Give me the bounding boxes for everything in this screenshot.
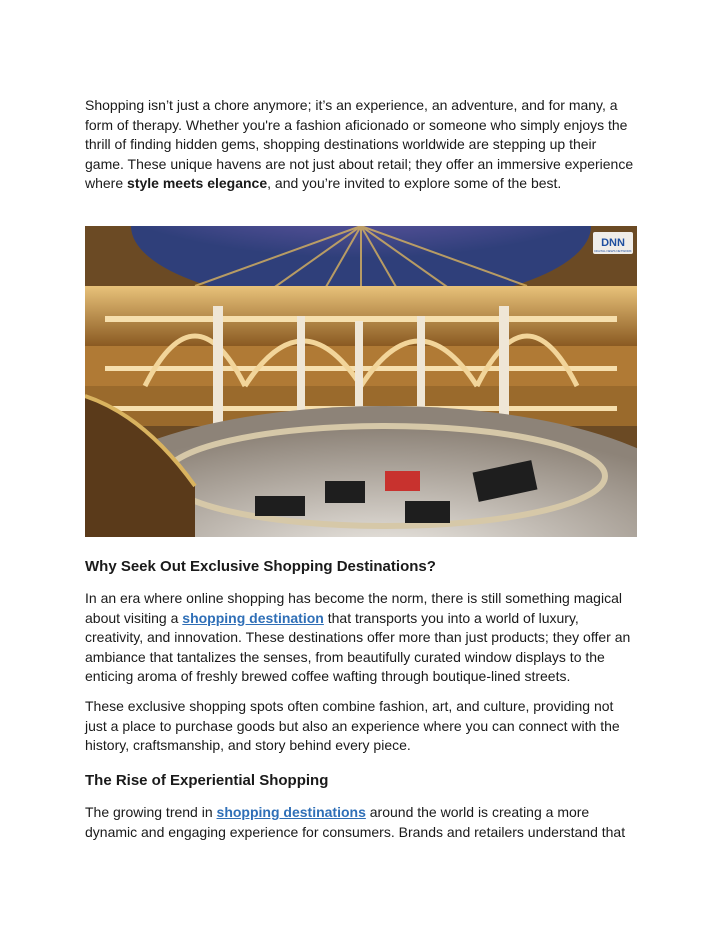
intro-paragraph	[85, 96, 637, 194]
section1-paragraph-2: These exclusive shopping spots often combine fashion, art, and culture, providing not just a place to purchase goods but also an experience where you can connect with the history, craftsmanship, and story behind every piece.	[85, 698, 620, 754]
section-heading-why: Why Seek Out Exclusive Shopping Destinations?	[85, 558, 436, 575]
section-heading-rise: The Rise of Experiential Shopping	[85, 772, 329, 789]
svg-text:DIGITAL NEWS NETWORK: DIGITAL NEWS NETWORK	[594, 249, 632, 253]
hero-image	[85, 226, 637, 537]
shopping-destinations-link[interactable]: shopping destinations	[216, 804, 366, 820]
intro-text-end: , and you’re invited to explore some of the best.	[267, 175, 562, 192]
dnn-logo	[593, 232, 633, 254]
section1-paragraph-1: In an era where online shopping has become the norm, there is still something magical about visiting a shopping destination that transports you into a world of luxury, creativity, and innovation. These destinations offer more than just products; they offer an ambiance that tantalizes the senses, from beautifully curated window displays to the enticing aroma of freshly brewed coffee wafting through boutique-lined streets.	[85, 590, 631, 685]
intro-bold-text: style meets elegance	[127, 175, 268, 192]
svg-text:DNN: DNN	[601, 237, 625, 249]
section2-paragraph-1: The growing trend in shopping destinations around the world is creating a more dynamic and engaging experience for consumers. Brands and retailers understand that	[85, 804, 626, 840]
shopping-destination-link[interactable]: shopping destination	[182, 609, 324, 626]
intro-text: Shopping isn’t just a chore anymore; it’s an experience, an adventure, and for many, a form of therapy. Whether you're a fashion aficionado or someone who simply enjoys the thrill of finding hidden gems, shopping destinations worldwide are stepping up their game. These unique havens are not just about retail; they offer an immersive experience where	[85, 97, 634, 192]
